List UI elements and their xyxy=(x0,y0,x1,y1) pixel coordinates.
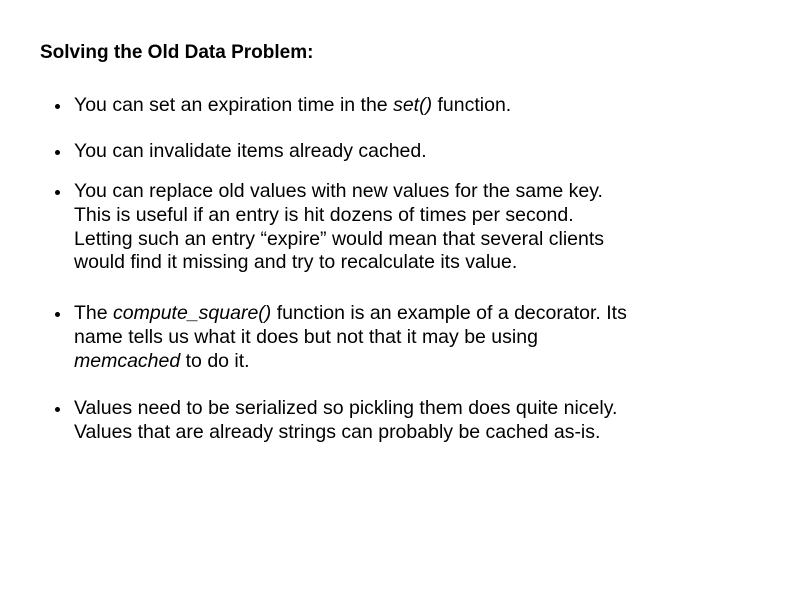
bullet-line xyxy=(74,180,764,204)
text-segment: name tells us what it does but not that it may be using xyxy=(74,325,538,348)
text-segment: This is useful if an entry is hit dozens of times per second. xyxy=(74,203,574,226)
italic-text: compute_square() xyxy=(113,302,272,324)
bullet-dot-icon xyxy=(55,190,60,195)
bullet-line xyxy=(74,140,764,164)
bullet-line xyxy=(74,326,764,350)
text-segment: Values that are already strings can probably be cached as-is. xyxy=(74,420,601,443)
bullet-line xyxy=(74,251,764,275)
slide-title: Solving the Old Data Problem: xyxy=(40,42,314,63)
bullet-dot-icon xyxy=(55,407,60,412)
bullet-line xyxy=(74,397,764,421)
text-segment: Letting such an entry “expire” would mean that several clients xyxy=(74,227,605,250)
text-segment: You can invalidate items already cached. xyxy=(74,140,427,162)
bullet-text xyxy=(74,140,764,164)
bullet-line xyxy=(74,421,764,445)
text-segment: function is an example of a decorator. Its xyxy=(271,302,627,324)
bullet-line xyxy=(74,94,764,118)
bullet-line xyxy=(74,228,764,252)
bullet-text xyxy=(74,302,764,373)
bullet-text xyxy=(74,94,764,118)
text-segment: to do it. xyxy=(180,349,250,372)
bullet-text xyxy=(74,180,764,275)
text-segment: function. xyxy=(432,94,512,116)
italic-text: memcached xyxy=(74,349,181,372)
text-segment: You can replace old values with new values for the same key. xyxy=(74,180,603,202)
text-segment: You can set an expiration time in the xyxy=(74,94,394,116)
bullet-line xyxy=(74,302,764,326)
text-segment: Values need to be serialized so pickling them does quite nicely. xyxy=(74,397,618,419)
bullet-dot-icon xyxy=(55,150,60,155)
bullet-dot-icon xyxy=(55,104,60,109)
bullet-dot-icon xyxy=(55,312,60,317)
bullet-line xyxy=(74,350,764,374)
text-segment: The xyxy=(74,302,114,324)
italic-text: set() xyxy=(393,94,433,116)
bullet-text xyxy=(74,397,764,445)
text-segment: would find it missing and try to recalculate its value. xyxy=(74,251,518,274)
bullet-line xyxy=(74,204,764,228)
